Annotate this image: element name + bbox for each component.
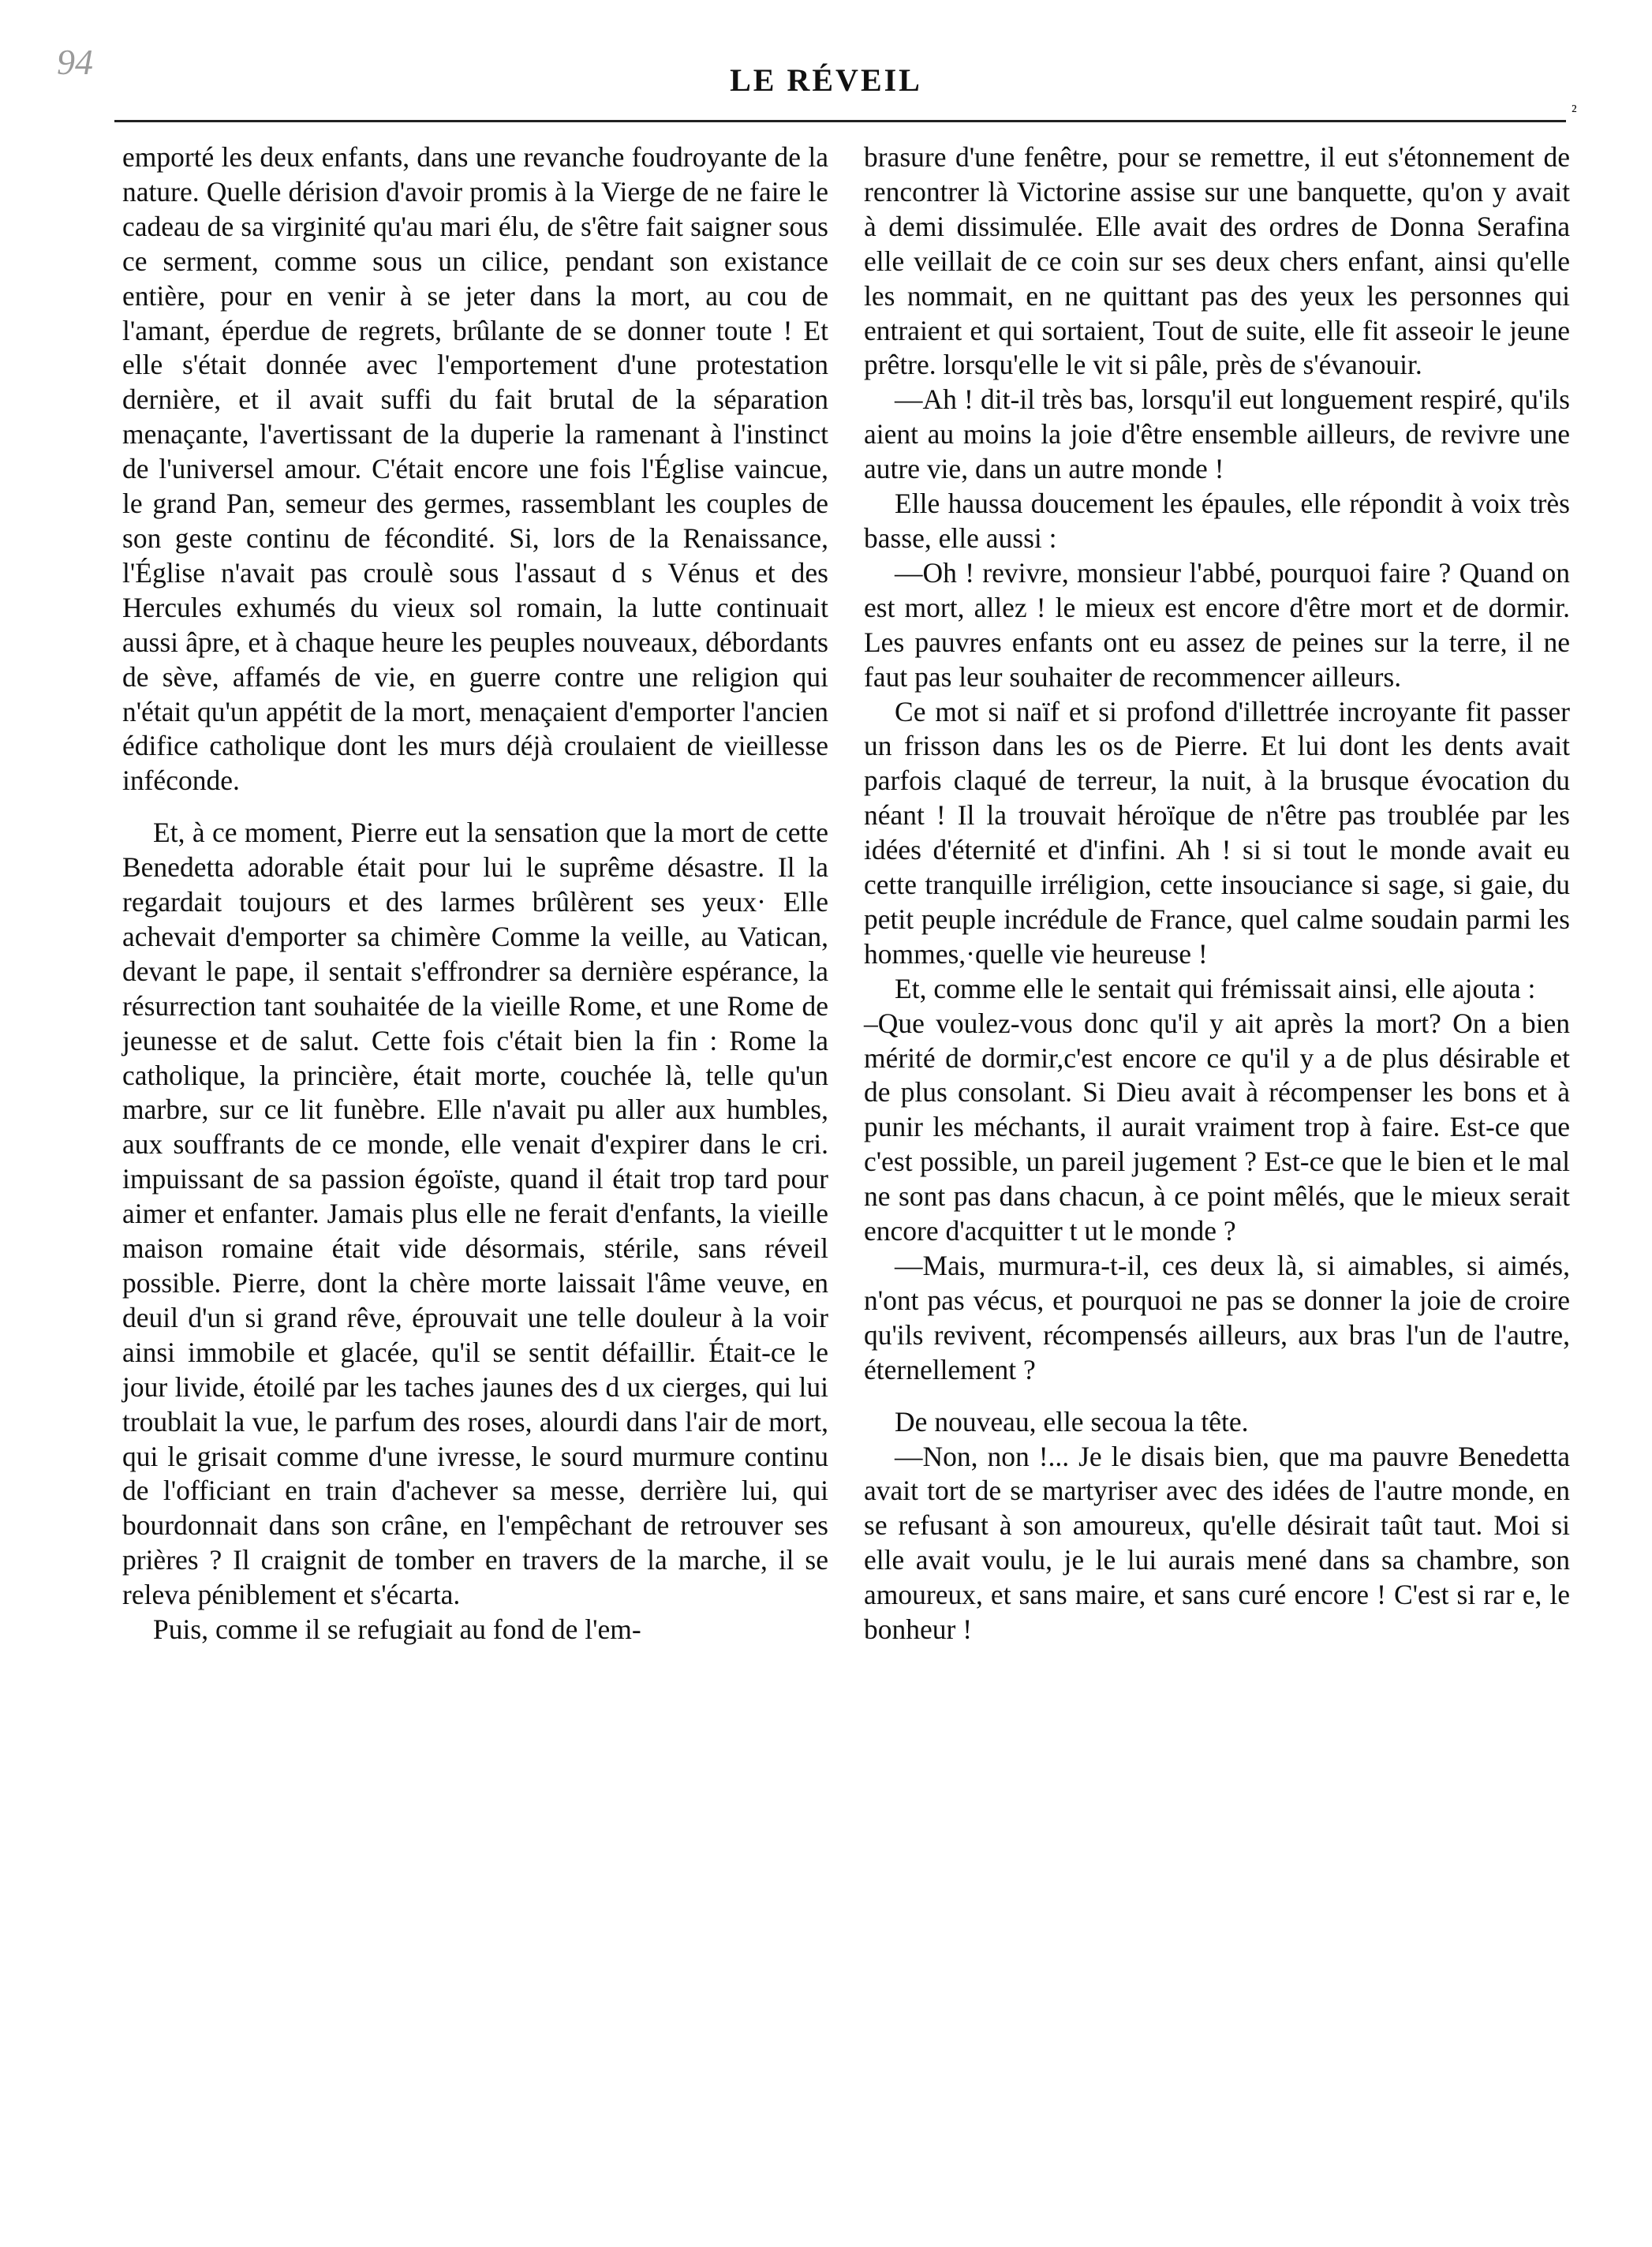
paragraph: –Que voulez-vous donc qu'il y ait après la mort? On a bien mérité de dormir,c'est encore ce qu'il y a de plus désirable et de plus consolant. Si Dieu avait à récompenser les bons et à punir les méchants, il aurait vraiment trop à faire. Est-ce que c'est possible, un pareil jugement ? Est-ce que le bien et le mal ne sont pas dans chacun, à ce point mêlés, que le mieux serait encore d'acquitter t ut le monde ? [864, 1007, 1570, 1247]
paragraph: Ce mot si naïf et si profond d'illettrée incroyante fit passer un frisson dans les os de Pierre. Et lui dont les dents avait parfois claqué de terreur, la nuit, à la brusque évocation du néant ! Il la trouvait héroïque de n'être pas troublée par les idées d'éternité et d'infini. Ah ! si si tout le monde avait eu cette tranquille irréligion, cette insouciance si sage, si gaie, du petit peuple incrédule de France, quel calme soudain parmi les hommes,·quelle vie heureuse ! [864, 695, 1570, 970]
paragraph: Puis, comme il se refugiait au fond de l'em- [153, 1613, 641, 1646]
paragraph: emporté les deux enfants, dans une revanche foudroyante de la nature. Quelle dérision d'avoir promis à la Vierge de ne faire le cadeau de sa virginité qu'au mari élu, de s'être fait saigner sous ce serment, comme sous un cilice, pendant son existance entière, pour en venir à se jeter dans la mort, au cou de l'amant, éperdue de regrets, brûlante de se donner toute ! Et elle s'était donnée avec l'emportement d'une protestation dernière, et il avait suffi du fait brutal de la séparation menaçante, l'avertissant de la duperie la ramenant à l'instinct de l'universel amour. C'était encore une fois l'Église vaincue, le grand Pan, semeur des germes, rassemblant les couples de son geste continu de fécondité. Si, lors de la Renaissance, l'Église n'avait pas croulè sous l'assaut d s Vénus et des Hercules exhumés du vieux sol romain, la lutte continuait aussi âpre, et à chaque heure les peuples nouveaux, débordants de sève, affamés de vie, en guerre contre une religion qui n'était qu'un appétit de la mort, menaçaient d'emporter l'ancien édifice catholique dont les murs déjà croulaient de vieillesse inféconde. [122, 141, 828, 797]
paragraph: —Oh ! revivre, monsieur l'abbé, pourquoi faire ? Quand on est mort, allez ! le mieux est encore d'être mort et de dormir. Les pauvres enfants ont eu assez de peines sur la terre, il ne faut pas leur souhaiter de recommencer ailleurs. [864, 556, 1570, 693]
paragraph: —Non, non !... Je le disais bien, que ma pauvre Benedetta avait tort de se martyriser avec des idées de l'autre monde, en se refusant à son amoureux, qu'elle désirait taût taut. Moi si elle avait voulu, je le lui aurais mené dans sa chambre, son amoureux, et sans maire, et sans curé encore ! C'est si rar e, le bonheur ! [864, 1440, 1570, 1646]
page-number: 94 [57, 42, 93, 82]
right-column [864, 140, 1570, 1647]
paragraph: —Mais, murmura-t-il, ces deux là, si aimables, si aimés, n'ont pas vécus, et pourquoi ne pas se donner la joie de croire qu'ils revivent, récompensés ailleurs, aux bras l'un de l'autre, éternellement ? [864, 1250, 1570, 1385]
running-head: LE RÉVEIL [730, 62, 922, 98]
paragraph: Et, comme elle le sentait qui frémissait ainsi, elle ajouta : [895, 972, 1536, 1004]
left-column [122, 140, 828, 1647]
paragraph: Elle haussa doucement les épaules, elle répondit à voix très basse, elle aussi : [864, 488, 1570, 554]
paragraph: brasure d'une fenêtre, pour se remettre, il eut s'étonnement de rencontrer là Victorine assise sur une banquette, qu'on y avait à demi dissimulée. Elle avait des ordres de Donna Serafina elle veillait de ce coin sur ses deux chers enfant, ainsi qu'elle les nommait, en ne quittant pas des yeux les personnes qui entraient et qui sortaient, Tout de suite, elle fit asseoir le jeune prêtre. lorsqu'elle le vit si pâle, près de s'évanouir. [864, 141, 1570, 381]
paragraph: —Ah ! dit-il très bas, lorsqu'il eut longuement respiré, qu'ils aient au moins la joie d'être ensemble ailleurs, de revivre une autre vie, dans un autre monde ! [864, 383, 1570, 485]
header-rule [114, 120, 1566, 122]
paragraph: De nouveau, elle secoua la tête. [895, 1405, 1249, 1438]
corner-mark: ² [1572, 101, 1577, 121]
paragraph: Et, à ce moment, Pierre eut la sensation que la mort de cette Benedetta adorable était pour lui le suprême désastre. Il la regardait toujours et des larmes brûlèrent ses yeux· Elle achevait d'emporter sa chimère Comme la veille, au Vatican, devant le pape, il sentait s'effrondrer sa dernière espérance, la résurrection tant souhaitée de la vieille Rome, et une Rome de jeunesse et de salut. Cette fois c'était bien la fin : Rome la catholique, la princière, était morte, couchée là, telle qu'un marbre, sur ce lit funèbre. Elle n'avait pu aller aux humbles, aux souffrants de ce monde, elle venait d'expirer dans le cri. impuissant de sa passion égoïste, quand il était trop tard pour aimer et enfanter. Jamais plus elle ne ferait d'enfants, la vieille maison romaine était vide désormais, stérile, sans réveil possible. Pierre, dont la chère morte laissait l'âme veuve, en deuil d'un si grand rêve, éprouvait une telle douleur à la voir ainsi immobile et glacée, qu'il se sentit défaillir. Était-ce le jour livide, étoilé par les taches jaunes des d ux cierges, qui lui troublait la vue, le parfum des roses, alourdi dans l'air de mort, qui le grisait comme d'une ivresse, le sourd murmure continu de l'officiant en train d'achever sa messe, derrière lui, qui bourdonnait dans son crâne, en l'empêchant de retrouver ses prières ? Il craignit de tomber en travers de la marche, il se releva péniblement et s'écarta. [122, 817, 828, 1611]
